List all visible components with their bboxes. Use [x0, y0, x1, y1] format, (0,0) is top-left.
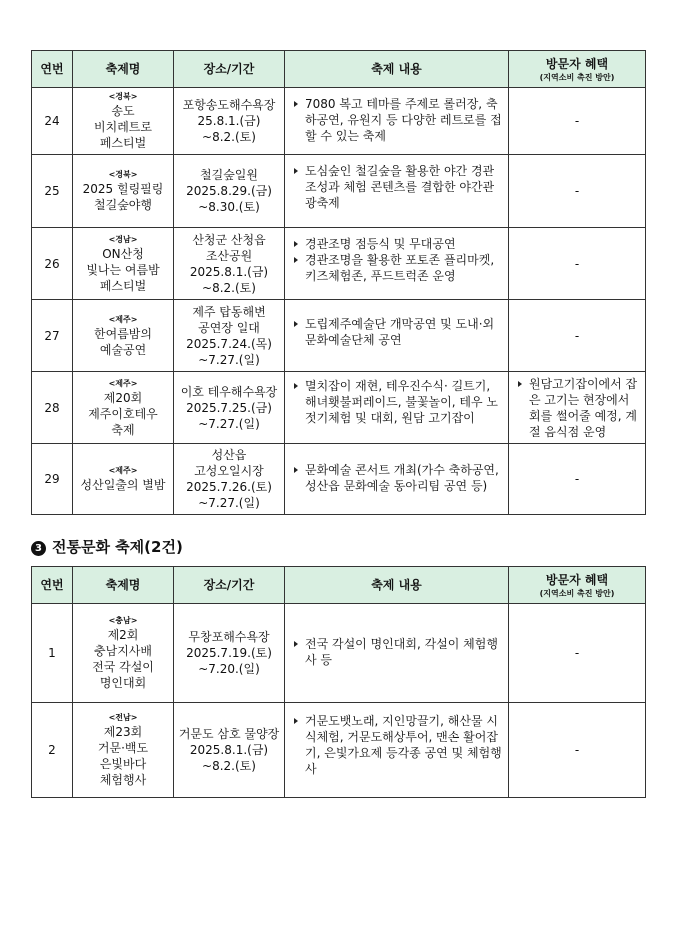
name-line: 은빛바다: [99, 757, 147, 771]
place-line: 공연장 일대: [198, 320, 260, 335]
visitor-benefit: -: [509, 88, 646, 155]
festival-place: [174, 155, 285, 228]
place-line: ~8.2.(토): [202, 280, 256, 295]
header-name: 축제명: [73, 51, 174, 88]
festival-name: [73, 228, 174, 300]
row-num: 29: [32, 444, 73, 515]
row-num: 27: [32, 300, 73, 372]
name-line: 명인대회: [99, 676, 147, 690]
benefit-item: 원담고기잡이에서 잡은 고기는 현장에서 회를 썰어줄 예정, 계절 음식점 운영: [509, 376, 639, 440]
row-num: 28: [32, 372, 73, 444]
table-row: [32, 703, 646, 798]
section-title-text: 전통문화 축제(2건): [52, 538, 183, 556]
table-row: [32, 444, 646, 515]
header-place: 장소/기간: [174, 567, 285, 604]
place-line: 2025.8.1.(금): [189, 264, 269, 279]
name-line: 제2회: [107, 628, 139, 642]
region-label: <경북>: [108, 170, 138, 179]
header-num: 연번: [32, 567, 73, 604]
festival-content: [285, 604, 509, 703]
content-item: 경관조명을 활용한 포토존 플리마켓, 키즈체험존, 푸드트럭존 운영: [285, 252, 502, 284]
region-label: <제주>: [108, 378, 138, 388]
festival-place: [174, 444, 285, 515]
row-num: 24: [32, 88, 73, 155]
place-line: 2025.7.25.(금): [186, 400, 272, 415]
name-line: 철길숲야행: [94, 198, 152, 212]
festival-content: [285, 228, 509, 300]
name-line: 2025 힐링필링: [82, 182, 164, 196]
festival-content: [285, 155, 509, 228]
place-line: 2025.8.29.(금): [186, 184, 272, 198]
name-line: 제23회: [103, 725, 143, 739]
name-line: 비치레트로: [94, 120, 152, 134]
content-item: 도심숲인 철길숲을 활용한 야간 경관조성과 체험 콘텐츠를 결합한 야간관광축제: [285, 163, 502, 211]
place-line: 철길숲일원: [200, 168, 258, 182]
header-num: 연번: [32, 51, 73, 88]
region-label: <충남>: [108, 616, 138, 625]
content-item: 도립제주예술단 개막공연 및 도내·외 문화예술단체 공연: [285, 316, 502, 348]
name-line: 예술공연: [99, 342, 147, 357]
festival-place: [174, 604, 285, 703]
place-line: 25.8.1.(금): [197, 114, 261, 128]
festival-content: [285, 300, 509, 372]
region-label: <경남>: [108, 234, 138, 244]
festival-place: [174, 228, 285, 300]
place-line: 거문도 삼호 물양장: [178, 727, 280, 741]
place-line: 2025.7.19.(토): [186, 646, 272, 660]
name-line: 성산일출의 별밤: [80, 478, 166, 492]
visitor-benefit: [509, 372, 646, 444]
name-line: 송도: [111, 104, 135, 118]
visitor-benefit: -: [509, 444, 646, 515]
visitor-benefit: -: [509, 604, 646, 703]
name-line: 제주이호테우: [88, 406, 158, 421]
place-line: ~8.2.(토): [202, 759, 256, 773]
row-num: 25: [32, 155, 73, 228]
table-row: [32, 604, 646, 703]
festival-content: [285, 703, 509, 798]
table-row: [32, 372, 646, 444]
place-line: 제주 탑동해변: [192, 304, 266, 319]
festival-place: [174, 372, 285, 444]
festival-place: [174, 88, 285, 155]
visitor-benefit: -: [509, 155, 646, 228]
place-line: 포항송도해수욕장: [182, 98, 276, 112]
place-line: ~7.27.(일): [198, 416, 260, 431]
festival-name: [73, 300, 174, 372]
festival-place: [174, 300, 285, 372]
header-name: 축제명: [73, 567, 174, 604]
content-item: 7080 복고 테마를 주제로 롤러장, 축하공연, 유원지 등 다양한 레트로를 접할 수 있는 축제: [285, 96, 502, 144]
festival-name: [73, 604, 174, 703]
row-num: 2: [32, 703, 73, 798]
section-heading: [31, 537, 183, 557]
festival-content: [285, 372, 509, 444]
visitor-benefit: -: [509, 703, 646, 798]
table-row: [32, 155, 646, 228]
header-benefit: [509, 51, 646, 88]
table-row: [32, 88, 646, 155]
festival-table-2: [31, 566, 646, 798]
place-line: ~8.30.(토): [198, 200, 260, 214]
visitor-benefit: -: [509, 228, 646, 300]
place-line: 고성오일시장: [194, 464, 264, 478]
region-label: <경북>: [108, 92, 138, 101]
header-benefit-sub: (지역소비 촉진 방안): [539, 588, 615, 598]
name-line: 페스티벌: [99, 136, 147, 150]
header-place: 장소/기간: [174, 51, 285, 88]
header-content: 축제 내용: [285, 567, 509, 604]
festival-name: [73, 372, 174, 444]
row-num: 1: [32, 604, 73, 703]
table-header-row: [32, 567, 646, 604]
festival-name: [73, 444, 174, 515]
visitor-benefit: -: [509, 300, 646, 372]
name-line: 축제: [111, 422, 135, 437]
header-benefit: [509, 567, 646, 604]
table-row: [32, 228, 646, 300]
place-line: 산청군 산청읍: [192, 232, 266, 247]
name-line: 전국 각설이: [92, 660, 154, 674]
section-number-badge: 3: [31, 541, 46, 556]
festival-name: [73, 88, 174, 155]
header-benefit-title: 방문자 혜택: [545, 56, 609, 71]
content-item: 전국 각설이 명인대회, 각설이 체험행사 등: [285, 636, 502, 668]
festival-name: [73, 155, 174, 228]
name-line: ON산청: [102, 246, 144, 261]
name-line: 페스티벌: [99, 278, 147, 293]
region-label: <제주>: [108, 466, 138, 475]
place-line: 성산읍: [211, 448, 247, 462]
row-num: 26: [32, 228, 73, 300]
place-line: 2025.7.24.(목): [186, 336, 272, 351]
festival-place: [174, 703, 285, 798]
header-benefit-title: 방문자 혜택: [545, 572, 609, 587]
content-item: 문화예술 콘서트 개최(가수 축하공연, 성산읍 문화예술 동아리팀 공연 등): [285, 462, 502, 494]
name-line: 빛나는 여름밤: [86, 262, 160, 277]
place-line: ~7.27.(일): [198, 352, 260, 367]
festival-name: [73, 703, 174, 798]
name-line: 거문·백도: [97, 741, 149, 755]
place-line: 무창포해수욕장: [188, 630, 270, 644]
place-line: ~7.20.(일): [198, 662, 260, 676]
place-line: 이호 테우해수욕장: [180, 384, 278, 399]
festival-table-1: [31, 50, 646, 515]
name-line: 제20회: [103, 390, 143, 405]
content-item: 경관조명 점등식 및 무대공연: [285, 236, 502, 252]
festival-content: [285, 88, 509, 155]
place-line: ~7.27.(일): [198, 496, 260, 510]
region-label: <전남>: [108, 713, 138, 722]
festival-content: [285, 444, 509, 515]
name-line: 한여름밤의: [94, 326, 152, 341]
place-line: ~8.2.(토): [202, 130, 256, 144]
place-line: 2025.7.26.(토): [186, 480, 272, 494]
place-line: 조산공원: [205, 248, 253, 263]
content-item: 거문도뱃노래, 지인망끌기, 해산물 시식체험, 거문도해상투어, 맨손 활어잡기, 은빛가요제 등각종 공연 및 체험행사: [285, 713, 502, 777]
header-benefit-sub: (지역소비 촉진 방안): [539, 72, 615, 82]
place-line: 2025.8.1.(금): [189, 743, 269, 757]
name-line: 체험행사: [99, 773, 147, 787]
region-label: <제주>: [108, 314, 138, 324]
table-row: [32, 300, 646, 372]
header-content: 축제 내용: [285, 51, 509, 88]
content-item: 멸치잡이 재현, 테우진수식· 길트기, 해녀횃불퍼레이드, 불꽃놀이, 테우 노젓기체험 및 대회, 원담 고기잡이: [285, 378, 502, 426]
name-line: 충남지사배: [94, 644, 152, 658]
table-header-row: [32, 51, 646, 88]
